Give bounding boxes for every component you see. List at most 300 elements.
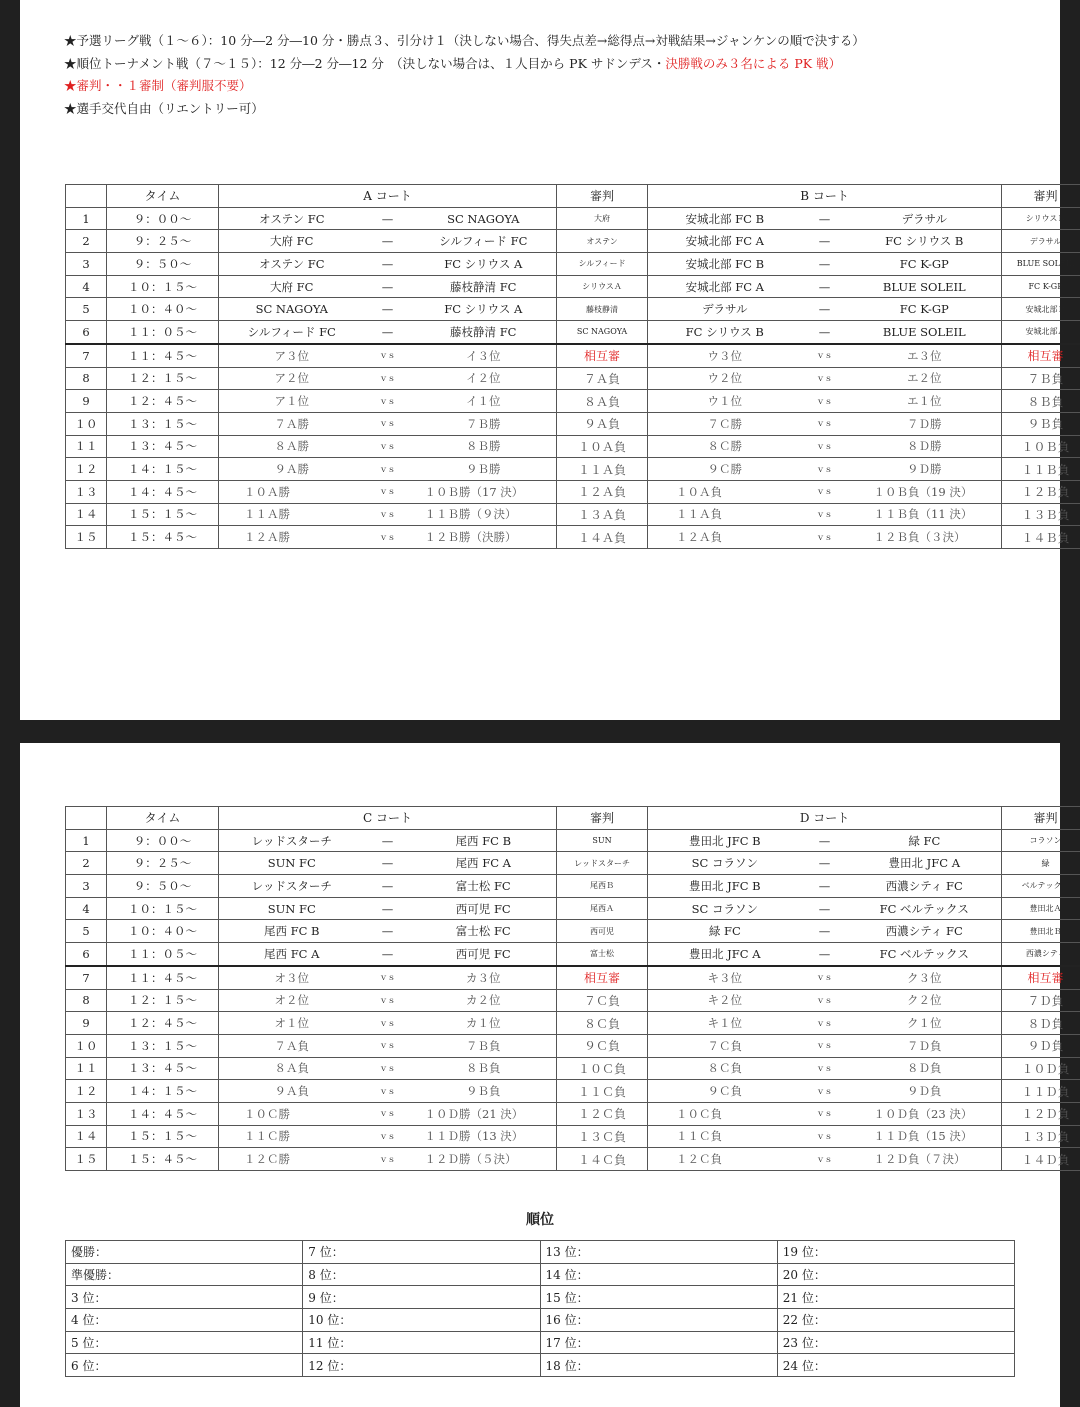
match-number: 9 (66, 1012, 107, 1035)
match-time: １２：１５〜 (107, 989, 219, 1012)
match-number: 1 (66, 207, 107, 230)
referee-court-2: BLUE SOLEIL (1002, 253, 1080, 276)
match-time: １０：４０〜 (107, 920, 219, 943)
referee-court-1: １０Ｃ負 (557, 1057, 648, 1080)
header-court-2: D コート (648, 807, 1002, 830)
table-row (66, 829, 1080, 852)
table-row (66, 1102, 1080, 1125)
referee-court-2: １１Ｂ負 (1002, 458, 1080, 481)
match-number: １３ (66, 480, 107, 503)
team-1-court-1: オ１位 (219, 1012, 365, 1035)
team-1-court-1: ８Ａ負 (219, 1057, 365, 1080)
team-1-court-1: １０Ａ勝 (219, 480, 365, 503)
referee-court-2: １２Ｂ負 (1002, 480, 1080, 503)
referee-court-2: 豊田北Ａ (1002, 897, 1080, 920)
match-number: １３ (66, 1102, 107, 1125)
separator: — (365, 298, 411, 321)
table-row (66, 367, 1080, 390)
separator: ｖｓ (365, 1148, 411, 1171)
team-2-court-2: １０Ｂ負（19 決） (848, 480, 1002, 503)
referee-court-2: ９Ｂ負 (1002, 412, 1080, 435)
team-1-court-2: 豊田北 JFC B (648, 875, 802, 898)
ranking-cell: 8 位： (303, 1263, 540, 1286)
team-1-court-1: SC NAGOYA (219, 298, 365, 321)
team-1-court-2: キ２位 (648, 989, 802, 1012)
match-time: １０：４０〜 (107, 298, 219, 321)
separator: — (802, 207, 848, 230)
separator: ｖｓ (365, 989, 411, 1012)
separator: — (802, 321, 848, 344)
schedule-table-cd (65, 806, 1080, 1171)
match-time: ９：５０〜 (107, 875, 219, 898)
table-row (66, 1080, 1080, 1103)
separator: — (802, 943, 848, 966)
ranking-cell: 10 位： (303, 1309, 540, 1332)
separator: ｖｓ (802, 390, 848, 413)
ranking-table (65, 1240, 1015, 1377)
team-1-court-1: オステン FC (219, 253, 365, 276)
ranking-cell: 23 位： (777, 1331, 1014, 1354)
match-time: １０：１５〜 (107, 897, 219, 920)
separator: ｖｓ (365, 503, 411, 526)
separator: — (802, 852, 848, 875)
separator: — (802, 298, 848, 321)
match-time: ９：２５〜 (107, 852, 219, 875)
table-row (66, 435, 1080, 458)
team-2-court-1: 藤枝静清 FC (411, 321, 557, 344)
rule-text-red: 決勝戦のみ３名による PK 戦） (665, 55, 842, 71)
team-1-court-2: １２Ｃ負 (648, 1148, 802, 1171)
ranking-cell: 16 位： (540, 1309, 777, 1332)
team-1-court-1: ９Ａ負 (219, 1080, 365, 1103)
ranking-cell: 7 位： (303, 1241, 540, 1264)
separator: ｖｓ (365, 344, 411, 367)
match-time: １１：０５〜 (107, 943, 219, 966)
match-number: 2 (66, 852, 107, 875)
match-number: 2 (66, 230, 107, 253)
separator: ｖｓ (365, 367, 411, 390)
team-2-court-1: 尾西 FC B (411, 829, 557, 852)
document-page-1 (20, 0, 1075, 720)
rule-line-2 (64, 53, 865, 76)
rule-text: ★予選リーグ戦（１〜６）：10 分―2 分―10 分・勝点３、引分け１（決しない場合、得失点差→総得点→対戦結果→ジャンケンの順で決する） (64, 33, 865, 48)
table-row (66, 1057, 1080, 1080)
team-1-court-1: ア１位 (219, 390, 365, 413)
separator: — (365, 897, 411, 920)
ranking-cell: 5 位： (66, 1331, 303, 1354)
match-number: 5 (66, 298, 107, 321)
table-row (66, 503, 1080, 526)
table-row (66, 480, 1080, 503)
referee-court-2: シリウスＢ (1002, 207, 1080, 230)
team-1-court-2: ９Ｃ勝 (648, 458, 802, 481)
team-1-court-2: FC シリウス B (648, 321, 802, 344)
match-time: １２：４５〜 (107, 1012, 219, 1035)
referee-court-2: ７Ｄ負 (1002, 989, 1080, 1012)
team-2-court-1: イ３位 (411, 344, 557, 367)
separator: — (802, 897, 848, 920)
team-1-court-2: ９Ｃ負 (648, 1080, 802, 1103)
ranking-cell: 17 位： (540, 1331, 777, 1354)
team-1-court-2: 緑 FC (648, 920, 802, 943)
team-2-court-2: ８Ｄ負 (848, 1057, 1002, 1080)
match-time: １５：１５〜 (107, 503, 219, 526)
team-1-court-2: キ３位 (648, 966, 802, 989)
team-1-court-2: 豊田北 JFC B (648, 829, 802, 852)
team-2-court-1: ８Ｂ負 (411, 1057, 557, 1080)
ranking-cell: 21 位： (777, 1286, 1014, 1309)
referee-court-2: １０Ｂ負 (1002, 435, 1080, 458)
table-row (66, 458, 1080, 481)
referee-court-1: ９Ｃ負 (557, 1034, 648, 1057)
referee-court-1: １２Ｃ負 (557, 1102, 648, 1125)
separator: ｖｓ (365, 412, 411, 435)
team-2-court-1: カ３位 (411, 966, 557, 989)
referee-court-2: ９Ｄ負 (1002, 1034, 1080, 1057)
rule-text-red: ★審判・・１審制（審判服不要） (64, 78, 252, 93)
referee-court-2: ８Ｄ負 (1002, 1012, 1080, 1035)
match-number: １４ (66, 1125, 107, 1148)
match-number: １４ (66, 503, 107, 526)
table-header-row (66, 185, 1080, 208)
match-number: 7 (66, 344, 107, 367)
referee-court-2: １４Ｄ負 (1002, 1148, 1080, 1171)
team-1-court-2: デラサル (648, 298, 802, 321)
header-court-1: C コート (219, 807, 557, 830)
ranking-cell: 3 位： (66, 1286, 303, 1309)
team-2-court-2: 西濃シティ FC (848, 920, 1002, 943)
team-1-court-2: １１Ｃ負 (648, 1125, 802, 1148)
team-1-court-1: オ３位 (219, 966, 365, 989)
ranking-row (66, 1241, 1015, 1264)
separator: ｖｓ (802, 989, 848, 1012)
table-row (66, 321, 1080, 344)
table-row (66, 207, 1080, 230)
table-row (66, 1012, 1080, 1035)
team-2-court-2: １２Ｄ負（７決） (848, 1148, 1002, 1171)
team-1-court-2: 豊田北 JFC A (648, 943, 802, 966)
team-2-court-2: １２Ｂ負（３決） (848, 526, 1002, 549)
separator: ｖｓ (802, 1125, 848, 1148)
referee-court-2: ベルテックス (1002, 875, 1080, 898)
referee-court-1: １４Ｃ負 (557, 1148, 648, 1171)
team-1-court-2: １０Ｃ負 (648, 1102, 802, 1125)
team-1-court-2: 安城北部 FC B (648, 207, 802, 230)
match-time: １４：４５〜 (107, 1102, 219, 1125)
team-1-court-1: ア２位 (219, 367, 365, 390)
separator: — (365, 920, 411, 943)
referee-court-1: １３Ｃ負 (557, 1125, 648, 1148)
referee-court-1: 尾西Ｂ (557, 875, 648, 898)
referee-court-1: 西可児 (557, 920, 648, 943)
separator: ｖｓ (802, 1102, 848, 1125)
team-1-court-2: ８Ｃ負 (648, 1057, 802, 1080)
team-1-court-1: １１Ａ勝 (219, 503, 365, 526)
separator: ｖｓ (802, 1080, 848, 1103)
match-number: 8 (66, 367, 107, 390)
ranking-cell: 11 位： (303, 1331, 540, 1354)
separator: ｖｓ (365, 1057, 411, 1080)
referee-court-2: コラソン (1002, 829, 1080, 852)
ranking-row (66, 1286, 1015, 1309)
header-referee-1: 審判 (557, 185, 648, 208)
referee-court-1: 尾西Ａ (557, 897, 648, 920)
rule-text: ★順位トーナメント戦（７〜１５）：12 分―2 分―12 分 （決しない場合は、１人目から PK サドンデス・ (64, 55, 666, 71)
match-number: 3 (66, 875, 107, 898)
match-time: １１：４５〜 (107, 344, 219, 367)
match-time: １１：０５〜 (107, 321, 219, 344)
match-time: １２：１５〜 (107, 367, 219, 390)
team-1-court-1: オステン FC (219, 207, 365, 230)
team-2-court-1: ９Ｂ負 (411, 1080, 557, 1103)
referee-court-2: １３Ｂ負 (1002, 503, 1080, 526)
team-2-court-2: ９Ｄ勝 (848, 458, 1002, 481)
ranking-cell: 22 位： (777, 1309, 1014, 1332)
match-number: 9 (66, 390, 107, 413)
ranking-cell: 9 位： (303, 1286, 540, 1309)
separator: — (365, 875, 411, 898)
match-number: １０ (66, 412, 107, 435)
referee-court-1: 相互審 (557, 344, 648, 367)
referee-court-1: シルフィード (557, 253, 648, 276)
table-row (66, 344, 1080, 367)
referee-court-1: 富士松 (557, 943, 648, 966)
separator: ｖｓ (365, 1102, 411, 1125)
separator: ｖｓ (365, 435, 411, 458)
team-2-court-2: FC シリウス B (848, 230, 1002, 253)
ranking-cell: 14 位： (540, 1263, 777, 1286)
ranking-row (66, 1354, 1015, 1377)
referee-court-2: 相互審 (1002, 344, 1080, 367)
match-number: 6 (66, 321, 107, 344)
referee-court-2: １１Ｄ負 (1002, 1080, 1080, 1103)
ranking-row (66, 1331, 1015, 1354)
team-1-court-1: １２Ａ勝 (219, 526, 365, 549)
match-time: ９：００〜 (107, 207, 219, 230)
ranking-cell: 準優勝： (66, 1263, 303, 1286)
team-2-court-2: FC ベルテックス (848, 897, 1002, 920)
referee-court-1: レッドスターチ (557, 852, 648, 875)
rule-line-4 (64, 98, 865, 121)
team-2-court-1: 尾西 FC A (411, 852, 557, 875)
referee-court-2: ７Ｂ負 (1002, 367, 1080, 390)
team-1-court-1: 大府 FC (219, 275, 365, 298)
match-number: １２ (66, 458, 107, 481)
team-2-court-1: イ２位 (411, 367, 557, 390)
separator: — (365, 943, 411, 966)
team-1-court-2: １１Ａ負 (648, 503, 802, 526)
separator: ｖｓ (365, 1034, 411, 1057)
ranking-cell: 13 位： (540, 1241, 777, 1264)
team-2-court-1: ７Ｂ勝 (411, 412, 557, 435)
team-1-court-2: SC コラソン (648, 852, 802, 875)
referee-court-2: 緑 (1002, 852, 1080, 875)
team-2-court-1: カ２位 (411, 989, 557, 1012)
team-2-court-1: 西可児 FC (411, 897, 557, 920)
team-2-court-2: ク２位 (848, 989, 1002, 1012)
separator: ｖｓ (802, 1012, 848, 1035)
team-2-court-2: ７Ｄ負 (848, 1034, 1002, 1057)
team-1-court-1: 大府 FC (219, 230, 365, 253)
team-1-court-1: オ２位 (219, 989, 365, 1012)
team-1-court-2: ウ３位 (648, 344, 802, 367)
rules-section (64, 30, 865, 120)
team-1-court-1: SUN FC (219, 897, 365, 920)
team-2-court-1: １２Ｄ勝（５決） (411, 1148, 557, 1171)
referee-court-1: 相互審 (557, 966, 648, 989)
table-row (66, 920, 1080, 943)
match-time: １４：１５〜 (107, 1080, 219, 1103)
match-number: １５ (66, 526, 107, 549)
referee-court-2: １０Ｄ負 (1002, 1057, 1080, 1080)
schedule-table-ab (65, 184, 1080, 549)
team-1-court-1: ア３位 (219, 344, 365, 367)
ranking-cell: 20 位： (777, 1263, 1014, 1286)
match-number: １２ (66, 1080, 107, 1103)
match-number: 8 (66, 989, 107, 1012)
separator: ｖｓ (802, 503, 848, 526)
team-2-court-1: FC シリウス A (411, 298, 557, 321)
table-row (66, 230, 1080, 253)
team-2-court-1: ８Ｂ勝 (411, 435, 557, 458)
separator: — (802, 920, 848, 943)
team-2-court-2: エ２位 (848, 367, 1002, 390)
referee-court-2: ８Ｂ負 (1002, 390, 1080, 413)
team-2-court-1: １１Ｂ勝（９決） (411, 503, 557, 526)
ranking-title: 順位 (526, 1212, 554, 1228)
separator: ｖｓ (365, 390, 411, 413)
team-1-court-2: ウ１位 (648, 390, 802, 413)
separator: — (365, 275, 411, 298)
team-1-court-1: SUN FC (219, 852, 365, 875)
team-2-court-1: 藤枝静清 FC (411, 275, 557, 298)
table-row (66, 1148, 1080, 1171)
table-row (66, 526, 1080, 549)
team-2-court-2: １０Ｄ負（23 決） (848, 1102, 1002, 1125)
team-2-court-2: 西濃シティ FC (848, 875, 1002, 898)
referee-court-2: 豊田北Ｂ (1002, 920, 1080, 943)
separator: ｖｓ (365, 1012, 411, 1035)
referee-court-1: １２Ａ負 (557, 480, 648, 503)
referee-court-1: １１Ｃ負 (557, 1080, 648, 1103)
team-1-court-1: レッドスターチ (219, 829, 365, 852)
referee-court-1: SUN (557, 829, 648, 852)
team-2-court-1: １２Ｂ勝（決勝） (411, 526, 557, 549)
match-number: 1 (66, 829, 107, 852)
team-1-court-1: シルフィード FC (219, 321, 365, 344)
separator: ｖｓ (802, 966, 848, 989)
match-number: 4 (66, 897, 107, 920)
separator: ｖｓ (365, 1080, 411, 1103)
team-2-court-2: エ３位 (848, 344, 1002, 367)
team-2-court-2: FC K-GP (848, 298, 1002, 321)
team-1-court-2: １２Ａ負 (648, 526, 802, 549)
team-2-court-2: ８Ｄ勝 (848, 435, 1002, 458)
referee-court-1: １３Ａ負 (557, 503, 648, 526)
team-2-court-1: １１Ｄ勝（13 決） (411, 1125, 557, 1148)
rule-line-1 (64, 30, 865, 53)
header-court-2: B コート (648, 185, 1002, 208)
team-2-court-2: BLUE SOLEIL (848, 275, 1002, 298)
match-time: １１：４５〜 (107, 966, 219, 989)
referee-court-1: ７Ａ負 (557, 367, 648, 390)
match-number: 3 (66, 253, 107, 276)
separator: ｖｓ (365, 526, 411, 549)
separator: ｖｓ (365, 966, 411, 989)
team-2-court-2: １１Ｄ負（15 決） (848, 1125, 1002, 1148)
referee-court-2: １４Ｂ負 (1002, 526, 1080, 549)
match-number: １５ (66, 1148, 107, 1171)
separator: ｖｓ (802, 367, 848, 390)
team-1-court-1: １１Ｃ勝 (219, 1125, 365, 1148)
team-2-court-2: ク３位 (848, 966, 1002, 989)
separator: — (802, 875, 848, 898)
team-2-court-2: エ１位 (848, 390, 1002, 413)
team-2-court-1: １０Ｂ勝（17 決） (411, 480, 557, 503)
team-2-court-1: カ１位 (411, 1012, 557, 1035)
referee-court-2: FC K-GP (1002, 275, 1080, 298)
match-time: １４：１５〜 (107, 458, 219, 481)
referee-court-1: １１Ａ負 (557, 458, 648, 481)
team-2-court-2: BLUE SOLEIL (848, 321, 1002, 344)
table-row (66, 875, 1080, 898)
referee-court-2: 安城北部Ｂ (1002, 298, 1080, 321)
separator: — (365, 230, 411, 253)
separator: — (365, 852, 411, 875)
team-1-court-2: ７Ｃ負 (648, 1034, 802, 1057)
header-referee-2: 審判 (1002, 185, 1080, 208)
team-1-court-1: ８Ａ勝 (219, 435, 365, 458)
referee-court-1: シリウスＡ (557, 275, 648, 298)
ranking-cell: 4 位： (66, 1309, 303, 1332)
team-1-court-2: 安城北部 FC B (648, 253, 802, 276)
team-1-court-1: １０Ｃ勝 (219, 1102, 365, 1125)
separator: ｖｓ (802, 480, 848, 503)
ranking-cell: 19 位： (777, 1241, 1014, 1264)
team-2-court-1: SC NAGOYA (411, 207, 557, 230)
referee-court-2: １３Ｄ負 (1002, 1125, 1080, 1148)
rule-line-3 (64, 75, 865, 98)
separator: ｖｓ (802, 344, 848, 367)
match-number: 7 (66, 966, 107, 989)
table-row (66, 966, 1080, 989)
ranking-row (66, 1263, 1015, 1286)
ranking-row (66, 1309, 1015, 1332)
referee-court-1: オステン (557, 230, 648, 253)
referee-court-2: １２Ｄ負 (1002, 1102, 1080, 1125)
table-row (66, 943, 1080, 966)
match-time: １５：１５〜 (107, 1125, 219, 1148)
team-1-court-2: ８Ｃ勝 (648, 435, 802, 458)
match-time: １３：１５〜 (107, 1034, 219, 1057)
match-time: １３：１５〜 (107, 412, 219, 435)
team-2-court-1: 富士松 FC (411, 875, 557, 898)
ranking-cell: 6 位： (66, 1354, 303, 1377)
referee-court-2: 安城北部Ａ (1002, 321, 1080, 344)
header-referee-1: 審判 (557, 807, 648, 830)
team-2-court-2: FC K-GP (848, 253, 1002, 276)
table-row (66, 897, 1080, 920)
separator: ｖｓ (365, 1125, 411, 1148)
ranking-cell: 12 位： (303, 1354, 540, 1377)
table-row (66, 253, 1080, 276)
team-2-court-1: シルフィード FC (411, 230, 557, 253)
referee-court-2: デラサル (1002, 230, 1080, 253)
team-2-court-1: １０Ｄ勝（21 決） (411, 1102, 557, 1125)
team-2-court-1: FC シリウス A (411, 253, 557, 276)
match-time: １５：４５〜 (107, 1148, 219, 1171)
separator: ｖｓ (802, 1057, 848, 1080)
